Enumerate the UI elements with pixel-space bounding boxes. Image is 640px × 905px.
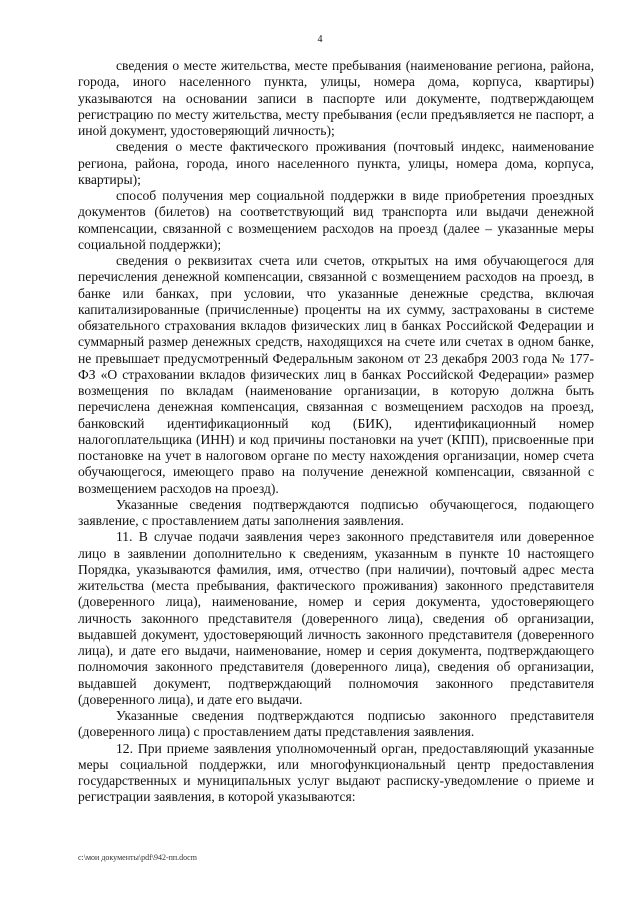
paragraph-residence-info: сведения о месте жительства, месте пребывания (наименование региона, района, города, иного населенного пункта, улицы, номера дома, корпуса, квартиры) указываются на основании записи в паспорте или документе, подтверждающем регистрацию по месту жительства, месту пребывания (если предъявляется не паспорт, а иной документ, удостоверяющий личность); (78, 58, 594, 138)
paragraph-bank-details: сведения о реквизитах счета или счетов, открытых на имя обучающегося для перечисления денежной компенсации, связанной с возмещением расходов на проезд, в банке или банках, при условии, что указанные денежные средства, включая капитализированные (причисленные) проценты на их сумму, застрахованы в системе обязательного страхования вкладов физических лиц в банках Российской Федерации и суммарный размер денежных средств, находящихся на счете или счетах в одном банке, не превышает предусмотренный Федеральным законом от 23 декабря 2003 года № 177-ФЗ «О страховании вкладов физических лиц в банках Российской Федерации» размер возмещения по вкладам (наименование организации, в которую должна быть перечислена денежная компенсация, связанная с возмещением расходов на проезд, банковский идентификационный код (БИК), идентификационный номер налогоплательщика (ИНН) и код причины постановки на учет (КПП), присвоенные при постановке на учет в налоговом органе по месту нахождения организации, номер счета обучающегося, имеющего право на получение денежной компенсации, связанной с возмещением расходов на проезд). (78, 253, 594, 496)
document-body (78, 58, 594, 806)
paragraph-actual-residence: сведения о месте фактического проживания (почтовый индекс, наименование региона, района, города, иного населенного пункта, улицы, номера дома, корпуса, квартиры); (78, 139, 594, 187)
page-number: 4 (317, 34, 323, 45)
paragraph-item-11: 11. В случае подачи заявления через законного представителя или доверенное лицо в заявлении дополнительно к сведениям, указанным в пункте 10 настоящего Порядка, указываются фамилия, имя, отчество (при наличии), почтовый адрес места жительства (места пребывания, фактического проживания) законного представителя (доверенного лица), наименование, номер и серия документа, удостоверяющего личность законного представителя (доверенного лица), сведения об организации, выдавшей документ, удостоверяющий личность законного представителя (доверенного лица), и дате его выдачи, наименование, номер и серия документа, подтверждающего полномочия законного представителя (доверенного лица), сведения об организации, выдавшей документ, подтверждающий полномочия законного представителя (доверенного лица), и дате его выдачи. (78, 529, 594, 707)
paragraph-support-method: способ получения мер социальной поддержки в виде приобретения проездных документов (билетов) на соответствующий вид транспорта или выдачи денежной компенсации, связанной с возмещением расходов на проезд (далее – указанные меры социальной поддержки); (78, 188, 594, 252)
paragraph-representative-signature: Указанные сведения подтверждаются подписью законного представителя (доверенного лица) с проставлением даты представления заявления. (78, 708, 594, 740)
paragraph-item-12: 12. При приеме заявления уполномоченный орган, предоставляющий указанные меры социальной поддержки, или многофункциональный центр предоставления государственных и муниципальных услуг выдают расписку-уведомление о приеме и регистрации заявления, в которой указываются: (78, 740, 594, 805)
paragraph-student-signature: Указанные сведения подтверждаются подписью обучающегося, подающего заявление, с проставлением даты заполнения заявления. (78, 496, 594, 528)
footer-file-path: c:\мои документы\pdf\942-пп.docm (78, 853, 197, 862)
